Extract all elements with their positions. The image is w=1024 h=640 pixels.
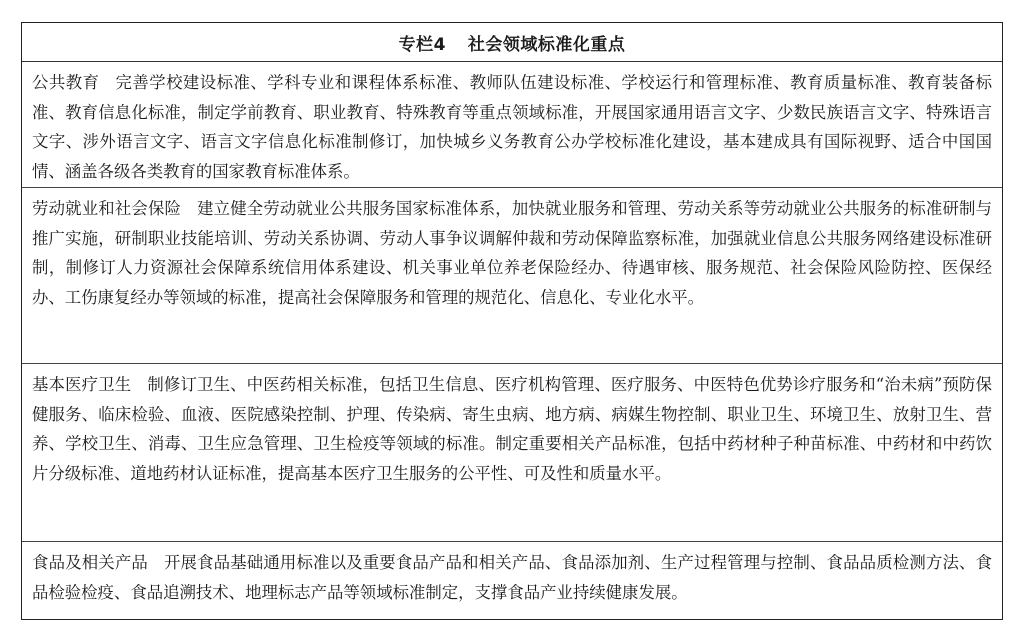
section-title: 劳动就业和社会保险	[32, 199, 182, 218]
column-box	[21, 22, 1003, 620]
section-employment-social-insurance	[22, 188, 1002, 364]
section-body: 完善学校建设标准、学科专业和课程体系标准、教师队伍建设标准、学校运行和管理标准、教育质量标准、教育装备标准、教育信息化标准，制定学前教育、职业教育、特殊教育等重点领域标准，开展国家通用语言文字、少数民族语言文字、特殊语言文字、涉外语言文字、语言文字信息化标准制修订，加快城乡义务教育公办学校标准化建设，基本建成具有国际视野、适合中国国情、涵盖各级各类教育的国家教育标准体系。	[32, 73, 993, 181]
section-title: 基本医疗卫生	[32, 375, 132, 394]
section-body: 制修订卫生、中医药相关标准，包括卫生信息、医疗机构管理、医疗服务、中医特色优势诊疗服务和“治未病”预防保健服务、临床检验、血液、医院感染控制、护理、传染病、寄生虫病、地方病、病媒生物控制、职业卫生、环境卫生、放射卫生、营养、学校卫生、消毒、卫生应急管理、卫生检疫等领域的标准。制定重要相关产品标准，包括中药材种子种苗标准、中药材和中药饮片分级标准、道地药材认证标准，提高基本医疗卫生服务的公平性、可及性和质量水平。	[32, 375, 993, 483]
section-basic-healthcare	[22, 364, 1002, 542]
section-body: 开展食品基础通用标准以及重要食品产品和相关产品、食品添加剂、生产过程管理与控制、食品品质检测方法、食品检验检疫、食品追溯技术、地理标志产品等领域标准制定，支撑食品产业持续健康发展。	[32, 553, 992, 602]
section-title: 食品及相关产品	[32, 553, 148, 572]
section-title: 公共教育	[32, 73, 100, 92]
column-number: 专栏4	[398, 34, 446, 55]
column-header	[22, 23, 1002, 62]
column-title: 社会领域标准化重点	[467, 34, 626, 55]
section-body: 建立健全劳动就业公共服务国家标准体系，加快就业服务和管理、劳动关系等劳动就业公共服务的标准研制与推广实施，研制职业技能培训、劳动关系协调、劳动人事争议调解仲裁和劳动保障监察标准，加强就业信息公共服务网络建设标准研制，制修订人力资源社会保障系统信用体系建设、机关事业单位养老保险经办、待遇审核、服务规范、社会保险风险防控、医保经办、工伤康复经办等领域的标准，提高社会保障服务和管理的规范化、信息化、专业化水平。	[32, 199, 993, 307]
section-food-products	[22, 542, 1002, 622]
section-public-education	[22, 62, 1002, 188]
